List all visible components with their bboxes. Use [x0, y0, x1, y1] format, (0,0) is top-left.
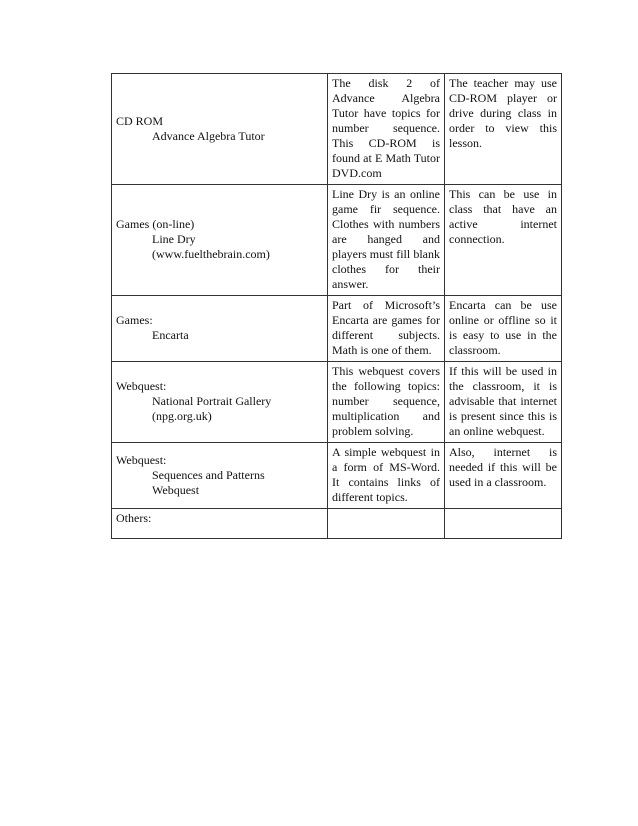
resource-subtitle: Advance Algebra Tutor	[152, 128, 265, 143]
description-cell	[328, 185, 445, 296]
usage-cell	[445, 443, 562, 509]
resource-usage: This can be use in class that have an active internet connection.	[449, 187, 557, 246]
resource-title: Games:	[116, 313, 153, 327]
others-label-cell	[112, 509, 328, 539]
description-cell	[328, 362, 445, 443]
usage-cell	[445, 74, 562, 185]
usage-cell	[445, 362, 562, 443]
resource-subtitle: Sequences and Patterns	[152, 467, 265, 482]
resource-subtitle: National Portrait Gallery	[152, 394, 272, 408]
resource-subtitle: Encarta	[152, 328, 189, 342]
table-row	[112, 296, 562, 362]
resource-cell	[112, 362, 328, 443]
resource-description: The disk 2 of Advance Algebra Tutor have topics for number sequence. This CD-ROM is found at E Math Tutor DVD.com	[332, 76, 440, 180]
description-cell	[328, 74, 445, 185]
resource-usage: The teacher may use CD-ROM player or drive during class in order to view this lesson.	[449, 76, 557, 150]
resource-usage: If this will be used in the classroom, it is advisable that internet is present since this is an online webquest.	[449, 364, 557, 438]
table-row	[112, 185, 562, 296]
table-row	[112, 74, 562, 185]
usage-cell	[445, 296, 562, 362]
resource-cell	[112, 443, 328, 509]
table-row-others	[112, 509, 562, 539]
resource-subtitle: (www.fuelthebrain.com)	[152, 247, 270, 261]
resource-subtitle: Line Dry	[152, 232, 196, 246]
others-label: Others:	[116, 511, 152, 525]
table-row	[112, 443, 562, 509]
resource-description: This webquest covers the following topics: number sequence, multiplication and problem solving.	[332, 364, 440, 438]
empty-cell	[445, 509, 562, 539]
resource-description: A simple webquest in a form of MS-Word. It contains links of different topics.	[332, 445, 440, 504]
resource-subtitle: Webquest	[152, 482, 200, 497]
resources-table	[111, 73, 562, 539]
resource-usage: Also, internet is needed if this will be used in a classroom.	[449, 445, 557, 489]
description-cell	[328, 296, 445, 362]
resource-cell	[112, 74, 328, 185]
resource-usage: Encarta can be use online or offline so it is easy to use in the classroom.	[449, 298, 557, 357]
resource-title: Games (on-line)	[116, 217, 195, 231]
resource-description: Part of Microsoft’s Encarta are games for different subjects. Math is one of them.	[332, 298, 440, 357]
empty-cell	[328, 509, 445, 539]
resource-cell	[112, 185, 328, 296]
resource-description: Line Dry is an online game fir sequence. Clothes with numbers are hanged and players must fill blank clothes for their answer.	[332, 187, 440, 291]
resource-cell	[112, 296, 328, 362]
description-cell	[328, 443, 445, 509]
resource-subtitle: (npg.org.uk)	[152, 409, 212, 423]
usage-cell	[445, 185, 562, 296]
resource-title: CD ROM	[116, 113, 164, 128]
resource-title: Webquest:	[116, 379, 167, 393]
table-row	[112, 362, 562, 443]
resource-title: Webquest:	[116, 452, 167, 467]
